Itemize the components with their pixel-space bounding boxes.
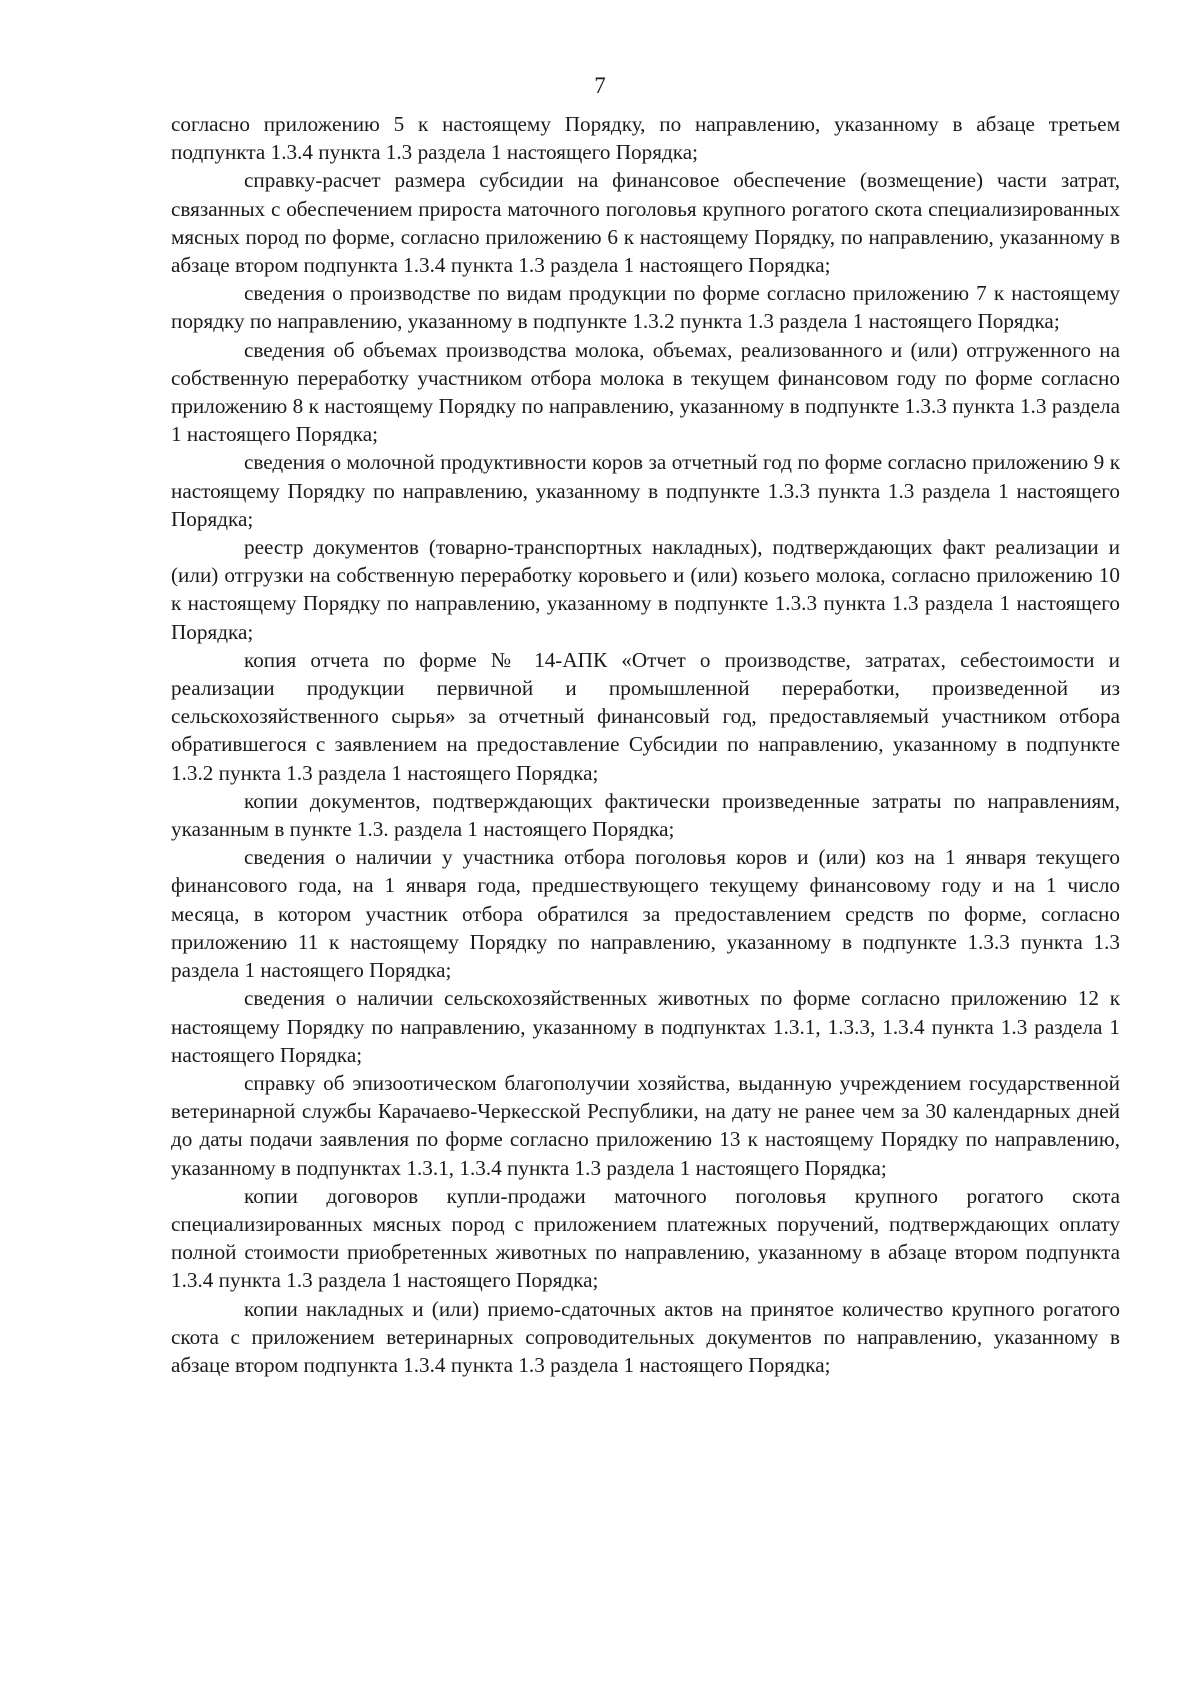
paragraph-5: сведения о молочной продуктивности коров за отчетный год по форме согласно приложению 9 к настоящему Порядку по направлению, указанному в подпункте 1.3.3 пункта 1.3 раздела 1 настоящего Порядка; [171, 450, 1120, 531]
paragraph-12: копии договоров купли-продажи маточного поголовья крупного рогатого скота специализированных мясных пород с приложением платежных поручений, подтверждающих оплату полной стоимости приобретенных животных по направлению, указанному в абзаце втором подпункта 1.3.4 пункта 1.3 раздела 1 настоящего Порядка; [171, 1183, 1120, 1293]
document-body [171, 110, 1120, 1379]
paragraph-2: справку-расчет размера субсидии на финансовое обеспечение (возмещение) части затрат, связанных с обеспечением прироста маточного поголовья крупного рогатого скота специализированных мясных пород по форме, согласно приложению 6 к настоящему Порядку, по направлению, указанному в абзаце втором подпункта 1.3.4 пункта 1.3 раздела 1 настоящего Порядка; [171, 168, 1120, 278]
paragraph-6: реестр документов (товарно-транспортных накладных), подтверждающих факт реализации и (или) отгрузки на собственную переработку коровьего и (или) козьего молока, согласно приложению 10 к настоящему Порядку по направлению, указанному в подпункте 1.3.3 пункта 1.3 раздела 1 настоящего Порядка; [171, 535, 1120, 644]
paragraph-4: сведения об объемах производства молока, объемах, реализованного и (или) отгруженного на собственную переработку участником отбора молока в текущем финансовом году по форме согласно приложению 8 к настоящему Порядку по направлению, указанному в подпункте 1.3.3 пункта 1.3 раздела 1 настоящего Порядка; [171, 337, 1120, 447]
paragraph-9: сведения о наличии у участника отбора поголовья коров и (или) коз на 1 января текущего финансового года, на 1 января года, предшествующего текущему финансовому году и на 1 число месяца, в котором участник отбора обратился за предоставлением средств по форме, согласно приложению 11 к настоящему Порядку по направлению, указанному в подпункте 1.3.3 пункта 1.3 раздела 1 настоящего Порядка; [171, 845, 1120, 983]
paragraph-11: справку об эпизоотическом благополучии хозяйства, выданную учреждением государственной ветеринарной службы Карачаево-Черкесской Республики, на дату не ранее чем за 30 календарных дней до даты подачи заявления по форме согласно приложению 13 к настоящему Порядку по направлению, указанному в подпунктах 1.3.1, 1.3.4 пункта 1.3 раздела 1 настоящего Порядка; [171, 1070, 1120, 1180]
paragraph-13: копии накладных и (или) приемо-сдаточных актов на принятое количество крупного рогатого скота с приложением ветеринарных сопроводительных документов по направлению, указанному в абзаце втором подпункта 1.3.4 пункта 1.3 раздела 1 настоящего Порядка; [171, 1296, 1120, 1377]
paragraph-8: копии документов, подтверждающих фактически произведенные затраты по направлениям, указанным в пункте 1.3. раздела 1 настоящего Порядка; [171, 788, 1120, 842]
page-number: 7 [594, 73, 606, 98]
paragraph-10: сведения о наличии сельскохозяйственных животных по форме согласно приложению 12 к настоящему Порядку по направлению, указанному в подпунктах 1.3.1, 1.3.3, 1.3.4 пункта 1.3 раздела 1 настоящего Порядка; [171, 986, 1120, 1067]
paragraph-3: сведения о производстве по видам продукции по форме согласно приложению 7 к настоящему порядку по направлению, указанному в подпункте 1.3.2 пункта 1.3 раздела 1 настоящего Порядка; [171, 281, 1120, 334]
paragraph-1: согласно приложению 5 к настоящему Порядку, по направлению, указанному в абзаце третьем подпункта 1.3.4 пункта 1.3 раздела 1 настоящего Порядка; [171, 112, 1120, 165]
paragraph-7: копия отчета по форме № 14-АПК «Отчет о производстве, затратах, себестоимости и реализации продукции первичной и промышленной переработки, произведенной из сельскохозяйственного сырья» за отчетный финансовый год, предоставляемый участником отбора обратившегося с заявлением на предоставление Субсидии по направлению, указанному в подпункте 1.3.2 пункта 1.3 раздела 1 настоящего Порядка; [171, 647, 1120, 785]
